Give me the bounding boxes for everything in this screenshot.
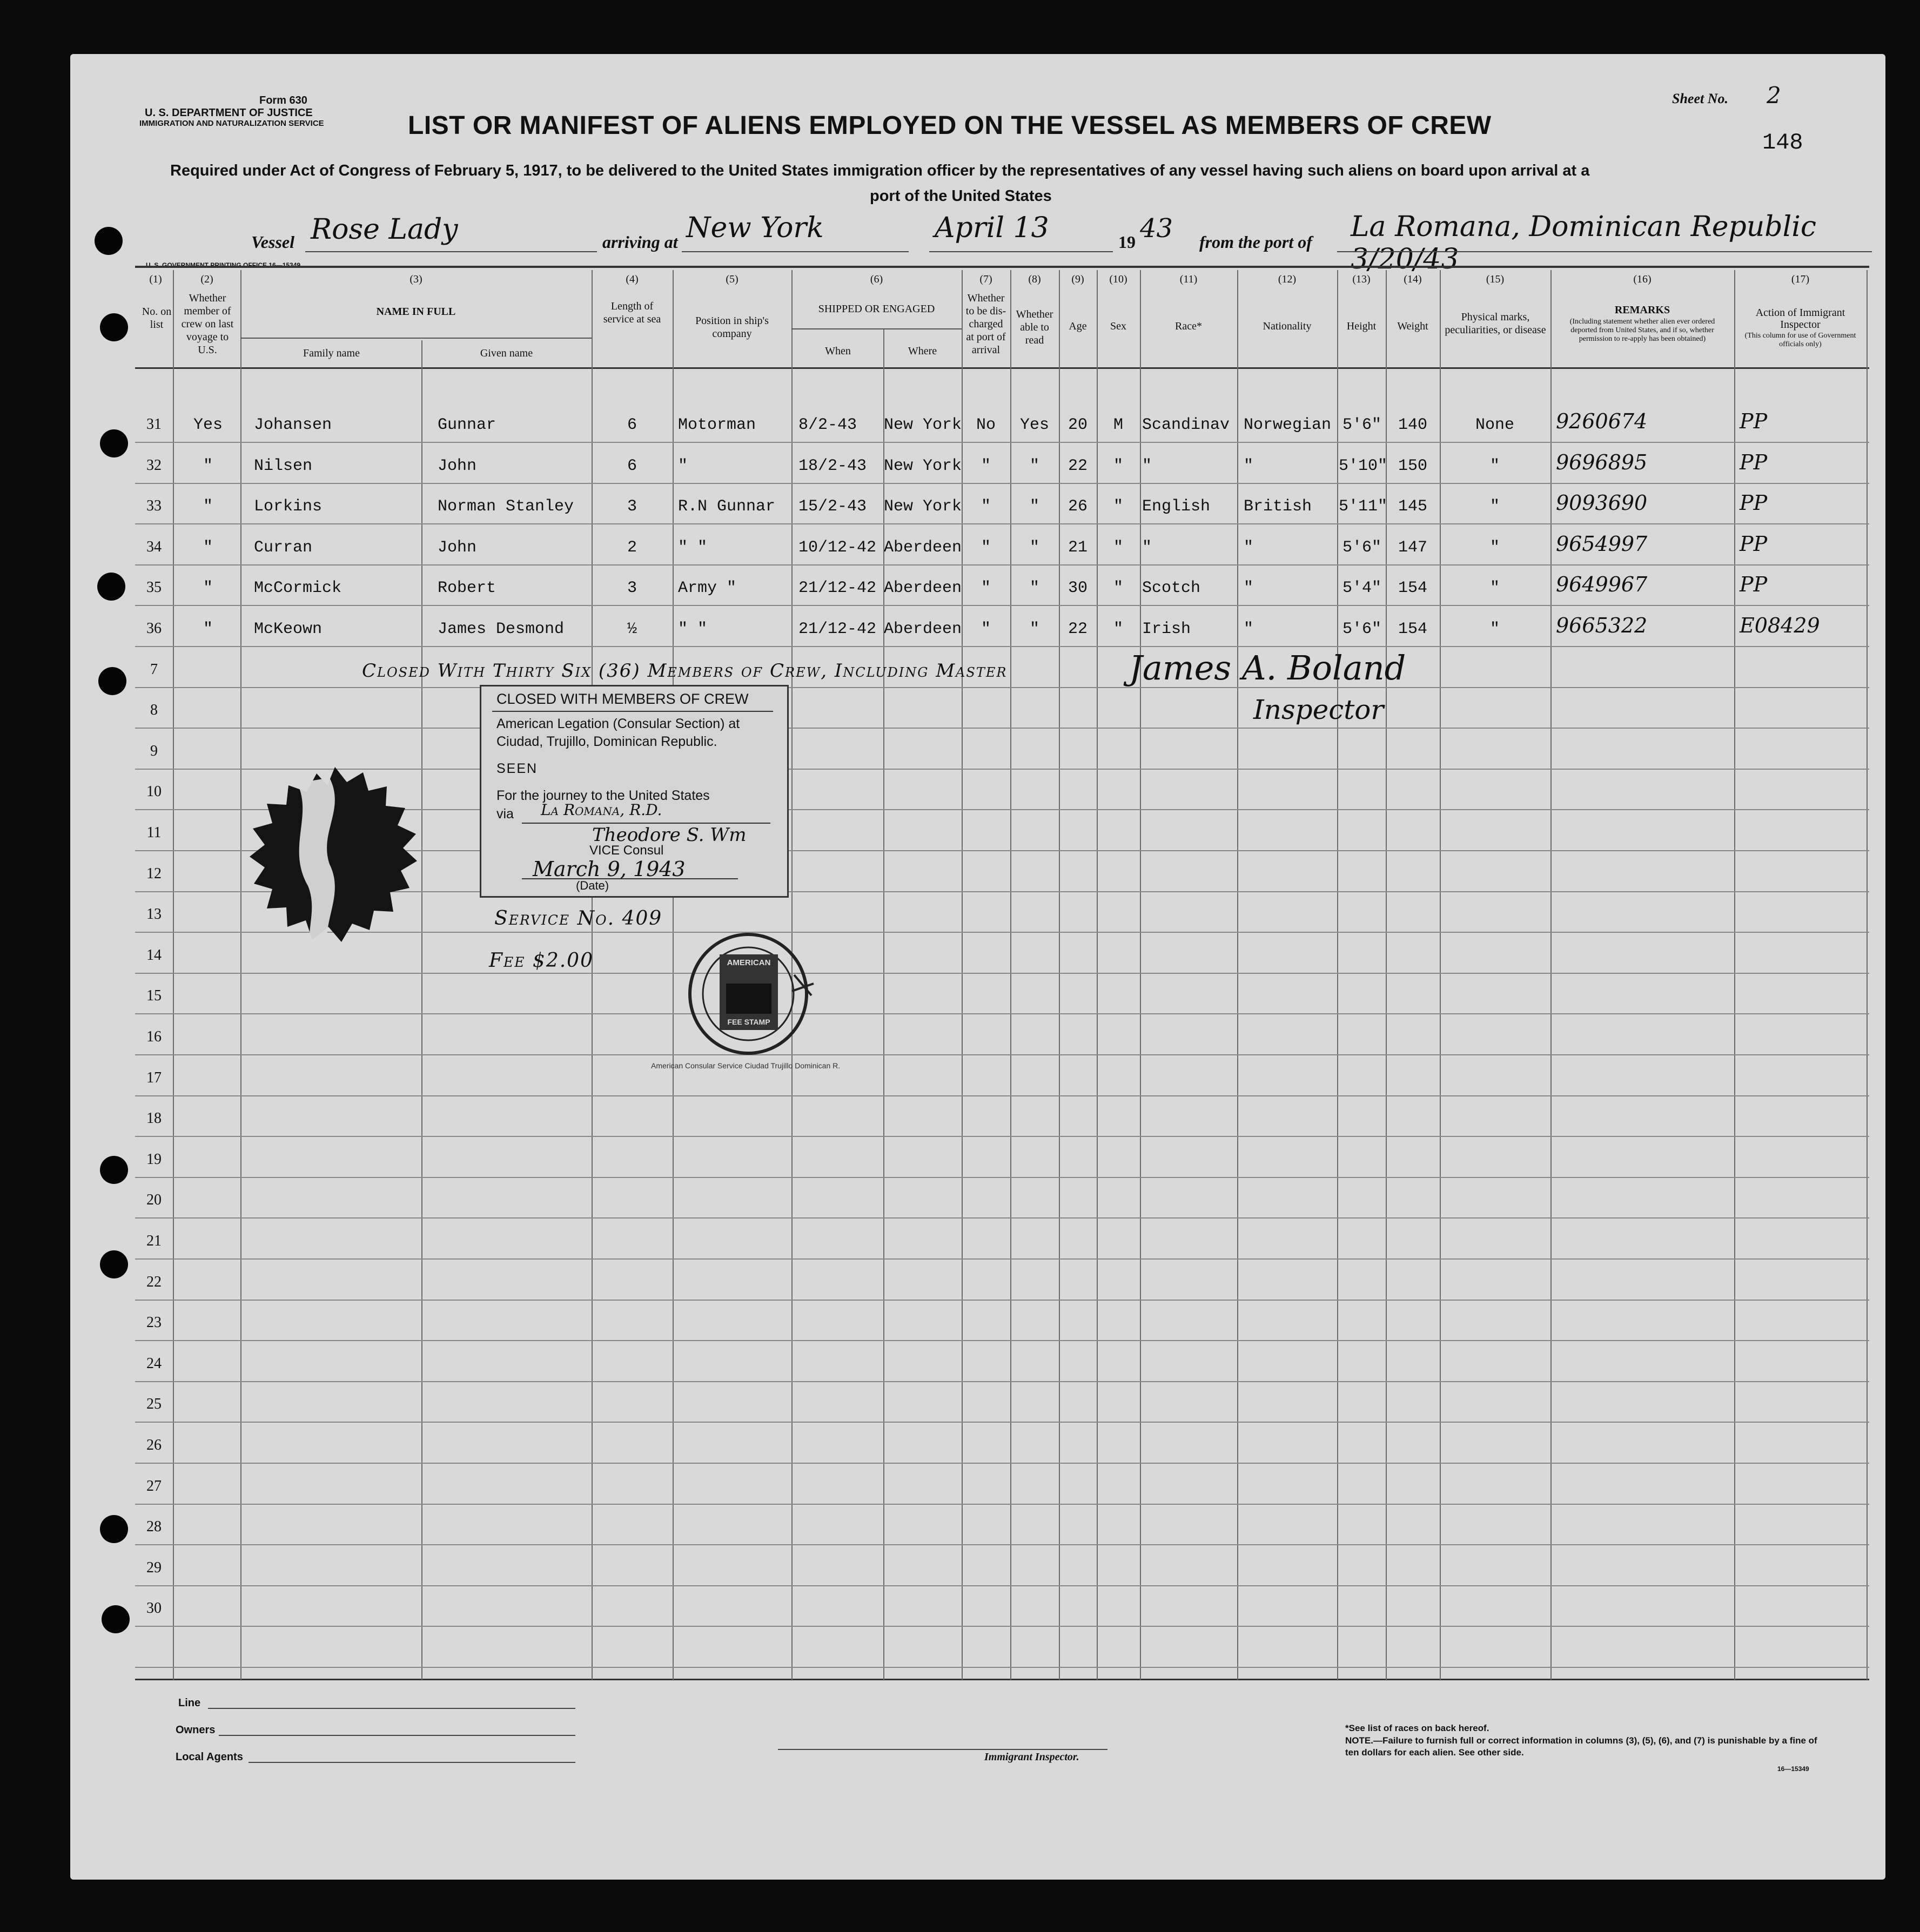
stamp-title: VICE Consul [589, 843, 664, 858]
date-underline [929, 251, 1113, 252]
cell-when: 21/12-42 [798, 620, 877, 638]
row-line [135, 1340, 1869, 1341]
row-line [135, 605, 1869, 606]
year-prefix: 19 [1118, 232, 1136, 252]
inspector-signature: Inspector [1253, 694, 1384, 725]
footer-note: NOTE.—Failure to furnish full or correct information in columns (3), (5), (6), and (7) is punishable by a fine of ten dollars for each alien. See other side. [1345, 1735, 1817, 1758]
cell-sex: " [1113, 620, 1123, 638]
row-line [135, 646, 1869, 647]
fee-stamp-ring: American Consular Service Ciudad Trujillo Dominican R. [651, 1061, 841, 1070]
row-number: 16 [146, 1028, 162, 1045]
cell-given: John [438, 538, 477, 557]
cell-discharged: " [981, 620, 991, 638]
fee-amount: Fee $2.00 [489, 950, 594, 972]
row-number: 13 [146, 906, 162, 923]
col-header-service: Length of service at sea [603, 300, 661, 325]
cell-last-voyage: " [203, 538, 213, 557]
row-line [135, 1381, 1869, 1382]
cell-family: McKeown [254, 620, 323, 638]
cell-race: Scotch [1142, 579, 1201, 597]
punch-hole [100, 313, 128, 341]
col-num: (11) [1179, 273, 1198, 285]
cell-remarks: 9093690 [1556, 491, 1648, 515]
vessel-label: Vessel [251, 232, 294, 252]
cell-nationality: British [1244, 497, 1312, 516]
service-name: IMMIGRATION AND NATURALIZATION SERVICE [139, 119, 324, 128]
embossed-seal [221, 762, 448, 967]
cell-where: Aberdeen [884, 620, 962, 638]
cell-family: Lorkins [254, 497, 323, 516]
vessel-name: Rose Lady [311, 213, 458, 246]
stamp-signature: Theodore S. Wm [592, 824, 747, 846]
col-divider [883, 329, 884, 1680]
row-line [135, 442, 1869, 443]
col-num: (16) [1633, 273, 1652, 285]
cell-marks: " [1489, 497, 1500, 516]
cell-service: 6 [627, 457, 637, 475]
cell-nationality: " [1244, 457, 1254, 475]
fee-stamp [686, 932, 827, 1061]
row-number: 8 [150, 702, 158, 718]
cell-read: Yes [1019, 416, 1049, 434]
col-header-shipped: SHIPPED OR ENGAGED [818, 303, 935, 315]
row-line [135, 483, 1869, 484]
col-header-no: No. on list [142, 306, 172, 331]
cell-marks: " [1489, 579, 1500, 597]
inspector-rule [778, 1749, 1107, 1750]
col-header-where: Where [908, 345, 937, 357]
cell-family: Nilsen [254, 457, 313, 475]
cell-remarks: 9649967 [1556, 573, 1648, 596]
col-header-last-voyage: Whether member of crew on last voyage to U.S. [181, 292, 234, 356]
cell-position: Army " [678, 579, 737, 597]
cell-service: 3 [627, 579, 637, 597]
stamp-date-rule [522, 878, 738, 879]
col-divider [1867, 270, 1868, 1680]
col-header-family: Family name [303, 347, 360, 359]
shipped-header-rule [791, 328, 962, 329]
cell-discharged: " [981, 579, 991, 597]
cell-action: PP [1740, 409, 1768, 433]
cell-nationality: " [1244, 579, 1254, 597]
row-number: 22 [146, 1274, 162, 1290]
col-num: (17) [1791, 273, 1810, 285]
cell-read: " [1029, 457, 1039, 475]
col-divider [1059, 270, 1060, 1680]
col-header-discharged: Whether to be dis-charged at port of arrival [965, 292, 1006, 356]
sheet-label: Sheet No. [1672, 91, 1728, 106]
cell-remarks: 9654997 [1556, 532, 1648, 556]
col-divider [592, 270, 593, 1680]
stamp-journey: For the journey to the United States [496, 788, 710, 803]
row-line [135, 1585, 1869, 1586]
cell-family: Curran [254, 538, 313, 557]
cell-no: 33 [146, 497, 162, 514]
col-num: (5) [726, 273, 739, 285]
cell-when: 8/2-43 [798, 416, 857, 434]
cell-service: 2 [627, 538, 637, 557]
cell-nationality: " [1244, 538, 1254, 557]
col-header-name: NAME IN FULL [376, 306, 456, 318]
row-line [135, 1504, 1869, 1505]
row-line [135, 1300, 1869, 1301]
row-line [135, 1136, 1869, 1137]
row-line [135, 523, 1869, 524]
row-line [135, 1626, 1869, 1627]
col-divider [421, 340, 422, 1680]
row-number: 26 [146, 1437, 162, 1453]
col-header-nationality: Nationality [1263, 320, 1312, 332]
punch-hole [100, 1156, 128, 1184]
cell-action: PP [1740, 532, 1768, 556]
cell-race: " [1142, 457, 1152, 475]
cell-weight: 145 [1398, 497, 1427, 516]
col-divider [1097, 270, 1098, 1680]
row-line [135, 973, 1869, 974]
fee-stamp-top: AMERICAN [727, 958, 771, 967]
cell-race: " [1142, 538, 1152, 557]
row-line [135, 1013, 1869, 1014]
cell-position: Motorman [678, 416, 756, 434]
col-num: (9) [1071, 273, 1084, 285]
col-divider [673, 270, 674, 1680]
cell-weight: 154 [1398, 579, 1427, 597]
cell-weight: 140 [1398, 416, 1427, 434]
cell-last-voyage: " [203, 457, 213, 475]
table-header-bottom [135, 367, 1869, 369]
cell-height: 5'6" [1342, 620, 1381, 638]
col-num: (14) [1404, 273, 1422, 285]
row-number: 29 [146, 1559, 162, 1576]
footer-races-note: *See list of races on back hereof. [1345, 1723, 1489, 1733]
cell-given: Norman Stanley [438, 497, 574, 516]
cell-service: 3 [627, 497, 637, 516]
cell-when: 15/2-43 [798, 497, 867, 516]
punch-hole [97, 573, 125, 601]
col-num: (2) [200, 273, 213, 285]
stamp-via-rule [522, 823, 770, 824]
cell-sex: " [1113, 457, 1123, 475]
cell-height: 5'11" [1339, 497, 1388, 516]
cell-action: PP [1740, 573, 1768, 596]
row-line [135, 1544, 1869, 1545]
row-number: 18 [146, 1110, 162, 1127]
cell-sex: " [1113, 497, 1123, 516]
col-divider [962, 270, 963, 1680]
departure-port: La Romana, Dominican Republic 3/20/43 [1351, 211, 1816, 275]
row-number: 27 [146, 1478, 162, 1495]
row-line [135, 728, 1869, 729]
cell-last-voyage: Yes [193, 416, 223, 434]
row-number: 15 [146, 987, 162, 1004]
col-header-when: When [825, 345, 851, 357]
row-number: 11 [146, 824, 162, 841]
arriving-label: arriving at [602, 232, 678, 252]
cell-read: " [1029, 579, 1039, 597]
footer-print-code: 16—15349 [1777, 1765, 1809, 1773]
row-line [135, 1463, 1869, 1464]
row-line [135, 1217, 1869, 1219]
cell-marks: None [1475, 416, 1514, 434]
footer-line-rule [208, 1708, 575, 1709]
col-divider [1010, 270, 1011, 1680]
cell-position: " " [678, 620, 708, 638]
row-number: 17 [146, 1069, 162, 1086]
col-divider [1550, 270, 1552, 1680]
row-number: 9 [150, 743, 158, 759]
consular-stamp [480, 685, 789, 898]
stamp-via-label: via [496, 806, 514, 822]
cell-height: 5'6" [1342, 538, 1381, 557]
col-divider [240, 270, 241, 1680]
col-num: (15) [1486, 273, 1505, 285]
cell-nationality: Norwegian [1244, 416, 1332, 434]
row-number: 21 [146, 1233, 162, 1249]
cell-age: 21 [1068, 538, 1087, 557]
cell-age: 20 [1068, 416, 1087, 434]
col-num: (6) [870, 273, 883, 285]
cell-service: ½ [627, 620, 637, 638]
col-divider [1337, 270, 1338, 1680]
punch-hole [100, 1515, 128, 1543]
row-number: 20 [146, 1191, 162, 1208]
col-num: (13) [1352, 273, 1371, 285]
arrival-port: New York [686, 212, 824, 244]
cell-no: 31 [146, 416, 162, 433]
punch-hole [95, 227, 123, 255]
col-divider [1440, 270, 1441, 1680]
cell-discharged: " [981, 538, 991, 557]
cell-where: New York [884, 416, 962, 434]
col-divider [173, 270, 174, 1680]
stamp-date: March 9, 1943 [533, 857, 686, 881]
cell-family: McCormick [254, 579, 342, 597]
cell-given: Robert [438, 579, 496, 597]
cell-last-voyage: " [203, 620, 213, 638]
row-number: 30 [146, 1600, 162, 1617]
form-number: Form 630 [259, 95, 307, 106]
cell-nationality: " [1244, 620, 1254, 638]
col-divider [1386, 270, 1387, 1680]
cell-when: 18/2-43 [798, 457, 867, 475]
cell-where: New York [884, 497, 962, 516]
printing-office: U. S. GOVERNMENT PRINTING OFFICE 16—15349 [146, 261, 301, 269]
cell-height: 5'4" [1342, 579, 1381, 597]
cell-when: 21/12-42 [798, 579, 877, 597]
col-num: (12) [1278, 273, 1297, 285]
cell-no: 32 [146, 457, 162, 474]
row-line [135, 687, 1869, 688]
cell-discharged: " [981, 497, 991, 516]
page-number: 148 [1762, 130, 1803, 156]
port-label: from the port of [1199, 232, 1312, 252]
cell-action: PP [1740, 491, 1768, 515]
punch-hole [100, 1250, 128, 1278]
footer-inspector-label: Immigrant Inspector. [984, 1751, 1079, 1763]
subtitle-line-1: Required under Act of Congress of February 5, 1917, to be delivered to the United States immigration officer by the representatives of any vessel having such aliens on board upon arrival at a [170, 162, 1590, 179]
col-header-given: Given name [480, 347, 533, 359]
col-num: (8) [1028, 273, 1041, 285]
col-num: (7) [979, 273, 992, 285]
cell-height: 5'6" [1342, 416, 1381, 434]
cell-marks: " [1489, 620, 1500, 638]
row-number: 23 [146, 1314, 162, 1331]
page-title: LIST OR MANIFEST OF ALIENS EMPLOYED ON THE VESSEL AS MEMBERS OF CREW [408, 111, 1492, 140]
cell-read: " [1029, 620, 1039, 638]
col-header-race: Race* [1175, 320, 1202, 332]
col-num: (1) [149, 273, 162, 285]
stamp-via: La Romana, R.D. [541, 801, 662, 819]
name-header-rule [240, 338, 592, 339]
col-header-action: Action of Immigrant Inspector [1755, 307, 1845, 331]
col-divider [1734, 270, 1735, 1680]
master-signature: James A. Boland [1129, 648, 1406, 688]
cell-age: 22 [1068, 620, 1087, 638]
table-bottom-border [135, 1679, 1869, 1680]
cell-weight: 147 [1398, 538, 1427, 557]
footer-owners-rule [219, 1735, 575, 1736]
col-num: (3) [409, 273, 422, 285]
row-number: 7 [150, 661, 158, 678]
footer-line-label: Line [178, 1697, 201, 1709]
row-line [135, 564, 1869, 566]
col-num: (4) [626, 273, 639, 285]
col-header-remarks-note: (Including statement whether alien ever ordered deported from United States, and if so, whether permission to re-apply has been obtained) [1569, 318, 1715, 343]
fee-stamp-mid: FEE STAMP [727, 1018, 770, 1026]
cell-last-voyage: " [203, 579, 213, 597]
cell-position: " [678, 457, 688, 475]
cell-position: R.N Gunnar [678, 497, 776, 516]
punch-hole [98, 667, 126, 695]
cell-where: New York [884, 457, 962, 475]
arrival-underline [682, 251, 909, 252]
cell-marks: " [1489, 457, 1500, 475]
stamp-date-label: (Date) [576, 879, 609, 892]
footer-agents-rule [249, 1762, 575, 1763]
cell-discharged: " [981, 457, 991, 475]
cell-weight: 150 [1398, 457, 1427, 475]
col-num: (10) [1109, 273, 1127, 285]
stamp-line-2: Ciudad, Trujillo, Dominican Republic. [496, 734, 717, 749]
cell-service: 6 [627, 416, 637, 434]
arrival-year: 43 [1140, 213, 1173, 244]
cell-remarks: 9665322 [1556, 614, 1648, 637]
cell-sex: " [1113, 579, 1123, 597]
cell-position: " " [678, 538, 708, 557]
subtitle-line-2: port of the United States [870, 187, 1052, 205]
cell-age: 30 [1068, 579, 1087, 597]
service-number: Service No. 409 [494, 907, 663, 930]
arrival-date: April 13 [935, 212, 1049, 244]
cell-discharged: No [976, 416, 996, 434]
row-number: 12 [146, 865, 162, 882]
cell-action: PP [1740, 450, 1768, 474]
row-number: 10 [146, 783, 162, 800]
cell-when: 10/12-42 [798, 538, 877, 557]
row-number: 28 [146, 1518, 162, 1535]
punch-hole [102, 1605, 130, 1633]
cell-no: 35 [146, 579, 162, 596]
cell-age: 22 [1068, 457, 1087, 475]
stamp-heading: CLOSED WITH MEMBERS OF CREW [496, 691, 749, 707]
cell-last-voyage: " [203, 497, 213, 516]
cell-race: Scandinav [1142, 416, 1230, 434]
cell-age: 26 [1068, 497, 1087, 516]
vessel-underline [305, 251, 597, 252]
cell-sex: " [1113, 538, 1123, 557]
stamp-line-1: American Legation (Consular Section) at [496, 716, 740, 731]
cell-where: Aberdeen [884, 579, 962, 597]
col-header-read: Whether able to read [1016, 308, 1053, 346]
col-header-age: Age [1069, 320, 1087, 332]
cell-given: Gunnar [438, 416, 496, 434]
cell-race: Irish [1142, 620, 1191, 638]
row-number: 24 [146, 1355, 162, 1372]
cell-read: " [1029, 538, 1039, 557]
punch-hole [100, 429, 128, 457]
col-header-sex: Sex [1110, 320, 1126, 332]
cell-remarks: 9696895 [1556, 450, 1648, 474]
row-number: 19 [146, 1151, 162, 1168]
closing-note: Closed With Thirty Six (36) Members of Crew, Including Master [362, 660, 1008, 682]
cell-height: 5'10" [1339, 457, 1388, 475]
department: U. S. DEPARTMENT OF JUSTICE [145, 107, 313, 119]
row-line [135, 1095, 1869, 1096]
row-line [135, 1422, 1869, 1423]
cell-sex: M [1113, 416, 1123, 434]
stamp-seen: SEEN [496, 761, 538, 776]
footer-agents-label: Local Agents [176, 1751, 243, 1763]
sheet-number: 2 [1767, 82, 1781, 109]
row-line [135, 1177, 1869, 1178]
row-line [135, 1667, 1869, 1668]
col-header-remarks: REMARKS [1614, 304, 1670, 316]
cell-no: 36 [146, 620, 162, 637]
row-number: 14 [146, 947, 162, 964]
cell-read: " [1029, 497, 1039, 516]
row-line [135, 1054, 1869, 1055]
cell-given: James Desmond [438, 620, 565, 638]
table-top-border [135, 266, 1869, 268]
col-header-height: Height [1346, 320, 1377, 332]
cell-given: John [438, 457, 477, 475]
row-line [135, 1258, 1869, 1260]
col-divider [1237, 270, 1238, 1680]
cell-where: Aberdeen [884, 538, 962, 557]
cell-no: 34 [146, 538, 162, 555]
port-underline [1337, 251, 1872, 252]
row-number: 25 [146, 1396, 162, 1412]
col-header-action-note: (This column for use of Government officials only) [1744, 332, 1856, 348]
cell-action: E08429 [1740, 614, 1820, 637]
col-header-weight: Weight [1397, 320, 1428, 332]
col-header-position: Position in ship's company [695, 315, 769, 340]
col-header-marks: Physical marks, peculiarities, or disease [1445, 311, 1546, 336]
cell-family: Johansen [254, 416, 332, 434]
stamp-heading-rule [492, 711, 773, 712]
cell-race: English [1142, 497, 1211, 516]
cell-weight: 154 [1398, 620, 1427, 638]
cell-remarks: 9260674 [1556, 409, 1648, 433]
col-divider [1140, 270, 1141, 1680]
footer-owners-label: Owners [176, 1724, 216, 1736]
cell-marks: " [1489, 538, 1500, 557]
